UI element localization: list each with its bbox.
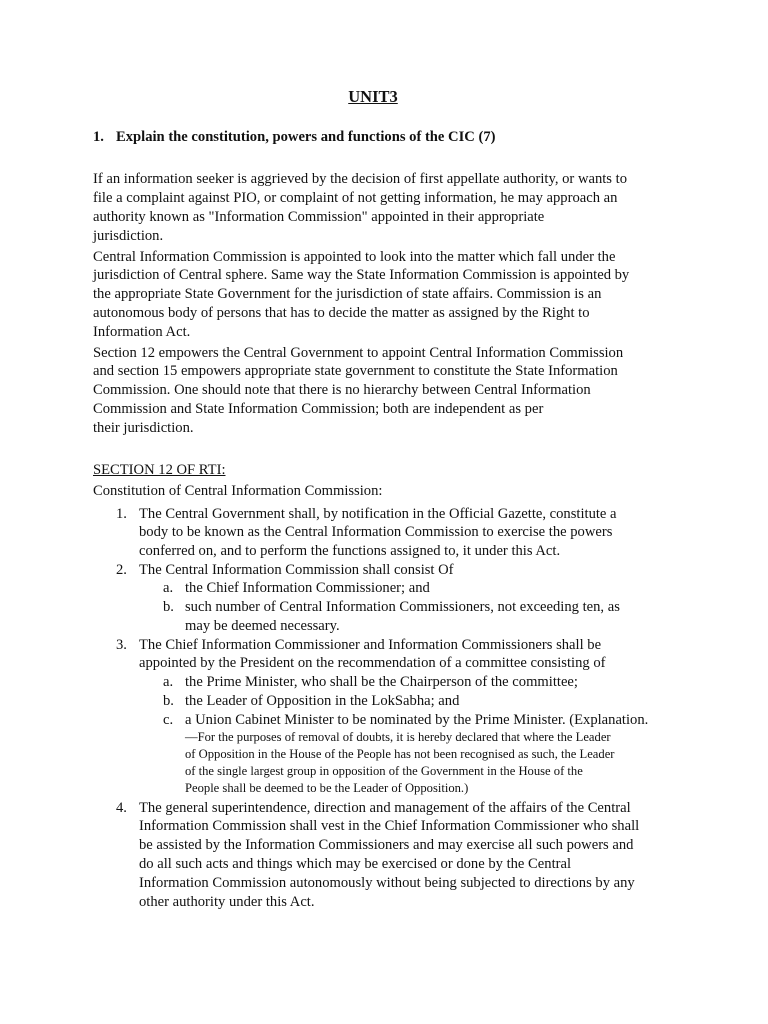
subitem-letter: a. [163, 580, 174, 596]
intro-line: jurisdiction. [93, 228, 164, 244]
intro-line: and section 15 empowers appropriate state government to constitute the State Information [93, 363, 618, 379]
item-line: do all such acts and things which may be exercised or done by the Central [139, 856, 572, 872]
subitem-line: such number of Central Information Commissioners, not exceeding ten, as [185, 599, 620, 615]
intro-line: If an information seeker is aggrieved by the decision of first appellate authority, or wants to [93, 171, 627, 187]
intro-line: Section 12 empowers the Central Government to appoint Central Information Commission [93, 345, 624, 361]
item-number: 4. [116, 800, 127, 816]
subitem-line: may be deemed necessary. [185, 618, 340, 634]
subitem-letter: b. [163, 599, 174, 615]
intro-line: authority known as "Information Commission" appointed in their appropriate [93, 209, 545, 225]
item-line: body to be known as the Central Information Commission to exercise the powers [139, 524, 613, 540]
item-line: The Chief Information Commissioner and Information Commissioners shall be [139, 637, 602, 653]
question-text: Explain the constitution, powers and functions of the CIC (7) [116, 129, 496, 145]
subitem-letter: b. [163, 693, 174, 709]
intro-line: their jurisdiction. [93, 420, 194, 436]
question-number: 1. [93, 129, 104, 145]
intro-line: Commission. One should note that there is no hierarchy between Central Information [93, 382, 591, 398]
item-line: The Central Government shall, by notification in the Official Gazette, constitute a [139, 506, 617, 522]
explanation-line: of the single largest group in opposition of the Government in the House of the [185, 764, 583, 778]
subitem-line: the Prime Minister, who shall be the Chairperson of the committee; [185, 674, 578, 690]
item-line: The Central Information Commission shall consist Of [139, 562, 454, 578]
intro-line: Commission and State Information Commission; both are independent as per [93, 401, 544, 417]
intro-line: file a complaint against PIO, or complaint of not getting information, he may approach an [93, 190, 618, 206]
intro-line: Central Information Commission is appointed to look into the matter which fall under the [93, 249, 616, 265]
item-line: Information Commission autonomously without being subjected to directions by any [139, 875, 635, 891]
intro-line: Information Act. [93, 324, 191, 340]
intro-line: the appropriate State Government for the jurisdiction of state affairs. Commission is an [93, 286, 602, 302]
item-number: 2. [116, 562, 127, 578]
item-line: The general superintendence, direction and management of the affairs of the Central [139, 800, 631, 816]
intro-line: jurisdiction of Central sphere. Same way the State Information Commission is appointed by [93, 267, 630, 283]
section-heading: SECTION 12 OF RTI: [93, 462, 226, 478]
page-title: UNIT3 [348, 87, 398, 106]
subitem-line: a Union Cabinet Minister to be nominated by the Prime Minister. (Explanation. [185, 712, 649, 728]
explanation-line: People shall be deemed to be the Leader of Opposition.) [185, 781, 469, 795]
item-line: appointed by the President on the recommendation of a committee consisting of [139, 655, 606, 671]
item-line: be assisted by the Information Commissioners and may exercise all such powers and [139, 837, 634, 853]
subitem-line: the Chief Information Commissioner; and [185, 580, 430, 596]
item-line: Information Commission shall vest in the Chief Information Commissioner who shall [139, 818, 640, 834]
subitem-letter: c. [163, 712, 174, 728]
explanation-line: of Opposition in the House of the People has not been recognised as such, the Leader [185, 747, 615, 761]
subitem-letter: a. [163, 674, 174, 690]
item-number: 1. [116, 506, 127, 522]
item-number: 3. [116, 637, 127, 653]
subitem-line: the Leader of Opposition in the LokSabha; and [185, 693, 460, 709]
intro-line: autonomous body of persons that has to decide the matter as assigned by the Right to [93, 305, 590, 321]
item-line: conferred on, and to perform the functions assigned to, it under this Act. [139, 543, 561, 559]
explanation-line: —For the purposes of removal of doubts, it is hereby declared that where the Leader [185, 730, 611, 744]
section-subtitle: Constitution of Central Information Commission: [93, 483, 383, 499]
item-line: other authority under this Act. [139, 894, 315, 910]
